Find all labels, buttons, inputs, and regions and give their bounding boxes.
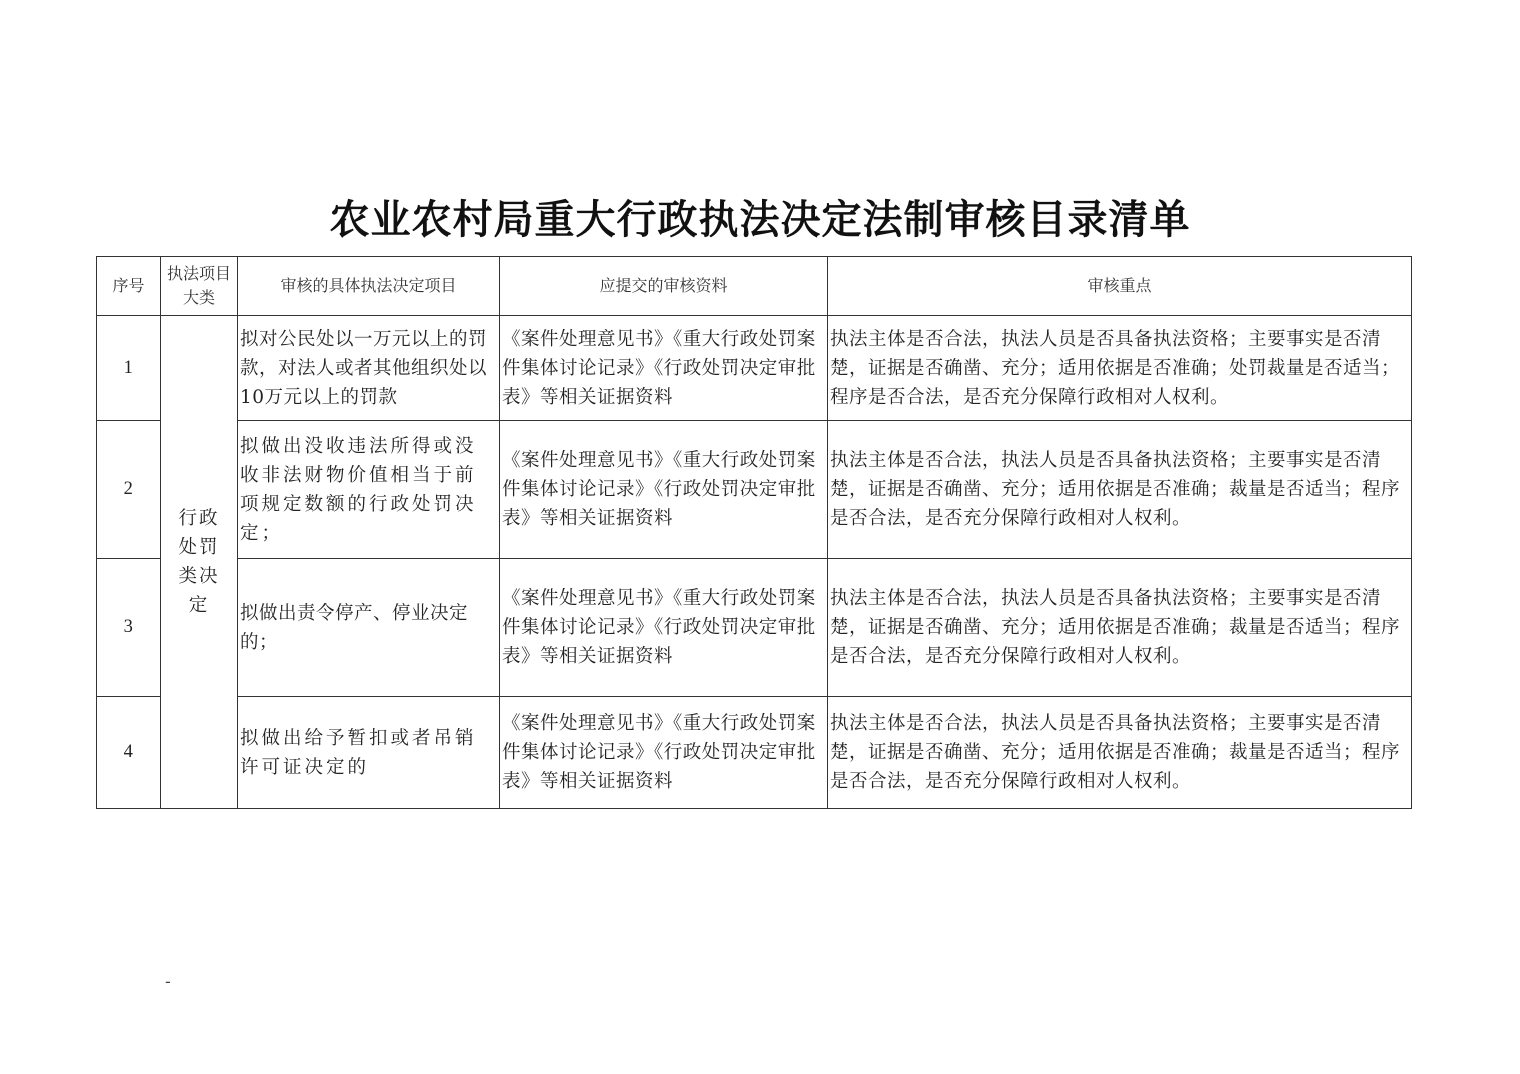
category-cell bbox=[161, 316, 238, 809]
row-focus: 执法主体是否合法，执法人员是否具备执法资格；主要事实是否清楚，证据是否确凿、充分；适用依据是否准确；裁量是否适当；程序是否合法，是否充分保障行政相对人权利。 bbox=[828, 559, 1412, 697]
row-index: 3 bbox=[97, 559, 161, 697]
row-item: 拟做出没收违法所得或没收非法财物价值相当于前项规定数额的行政处罚决定； bbox=[238, 421, 500, 559]
row-materials: 《案件处理意见书》《重大行政处罚案件集体讨论记录》《行政处罚决定审批表》等相关证据资料 bbox=[500, 697, 828, 809]
row-materials: 《案件处理意见书》《重大行政处罚案件集体讨论记录》《行政处罚决定审批表》等相关证据资料 bbox=[500, 316, 828, 421]
row-item: 拟做出给予暂扣或者吊销许可证决定的 bbox=[238, 697, 500, 809]
row-item: 拟对公民处以一万元以上的罚款，对法人或者其他组织处以10万元以上的罚款 bbox=[238, 316, 500, 421]
header-item: 审核的具体执法决定项目 bbox=[238, 257, 500, 316]
table-row bbox=[97, 559, 1412, 697]
table-header-row bbox=[97, 257, 1412, 316]
page-title: 农业农村局重大行政执法决定法制审核目录清单 bbox=[329, 196, 1191, 243]
row-index: 1 bbox=[97, 316, 161, 421]
row-item: 拟做出责令停产、停业决定的； bbox=[238, 559, 500, 697]
row-index: 2 bbox=[97, 421, 161, 559]
row-focus: 执法主体是否合法，执法人员是否具备执法资格；主要事实是否清楚，证据是否确凿、充分；适用依据是否准确；处罚裁量是否适当；程序是否合法，是否充分保障行政相对人权利。 bbox=[828, 316, 1412, 421]
page-footer-mark: - bbox=[165, 972, 171, 991]
row-materials: 《案件处理意见书》《重大行政处罚案件集体讨论记录》《行政处罚决定审批表》等相关证据资料 bbox=[500, 559, 828, 697]
row-index: 4 bbox=[97, 697, 161, 809]
row-focus: 执法主体是否合法，执法人员是否具备执法资格；主要事实是否清楚，证据是否确凿、充分；适用依据是否准确；裁量是否适当；程序是否合法，是否充分保障行政相对人权利。 bbox=[828, 697, 1412, 809]
table-row bbox=[97, 316, 1412, 421]
row-focus: 执法主体是否合法，执法人员是否具备执法资格；主要事实是否清楚，证据是否确凿、充分；适用依据是否准确；裁量是否适当；程序是否合法，是否充分保障行政相对人权利。 bbox=[828, 421, 1412, 559]
header-materials: 应提交的审核资料 bbox=[500, 257, 828, 316]
header-index: 序号 bbox=[97, 257, 161, 316]
table-row bbox=[97, 697, 1412, 809]
table-row bbox=[97, 421, 1412, 559]
header-category: 执法项目大类 bbox=[161, 257, 238, 316]
header-focus: 审核重点 bbox=[828, 257, 1412, 316]
review-catalog-table bbox=[96, 256, 1412, 809]
category-label: 行政处罚类决定 bbox=[178, 508, 220, 616]
row-materials: 《案件处理意见书》《重大行政处罚案件集体讨论记录》《行政处罚决定审批表》等相关证据资料 bbox=[500, 421, 828, 559]
